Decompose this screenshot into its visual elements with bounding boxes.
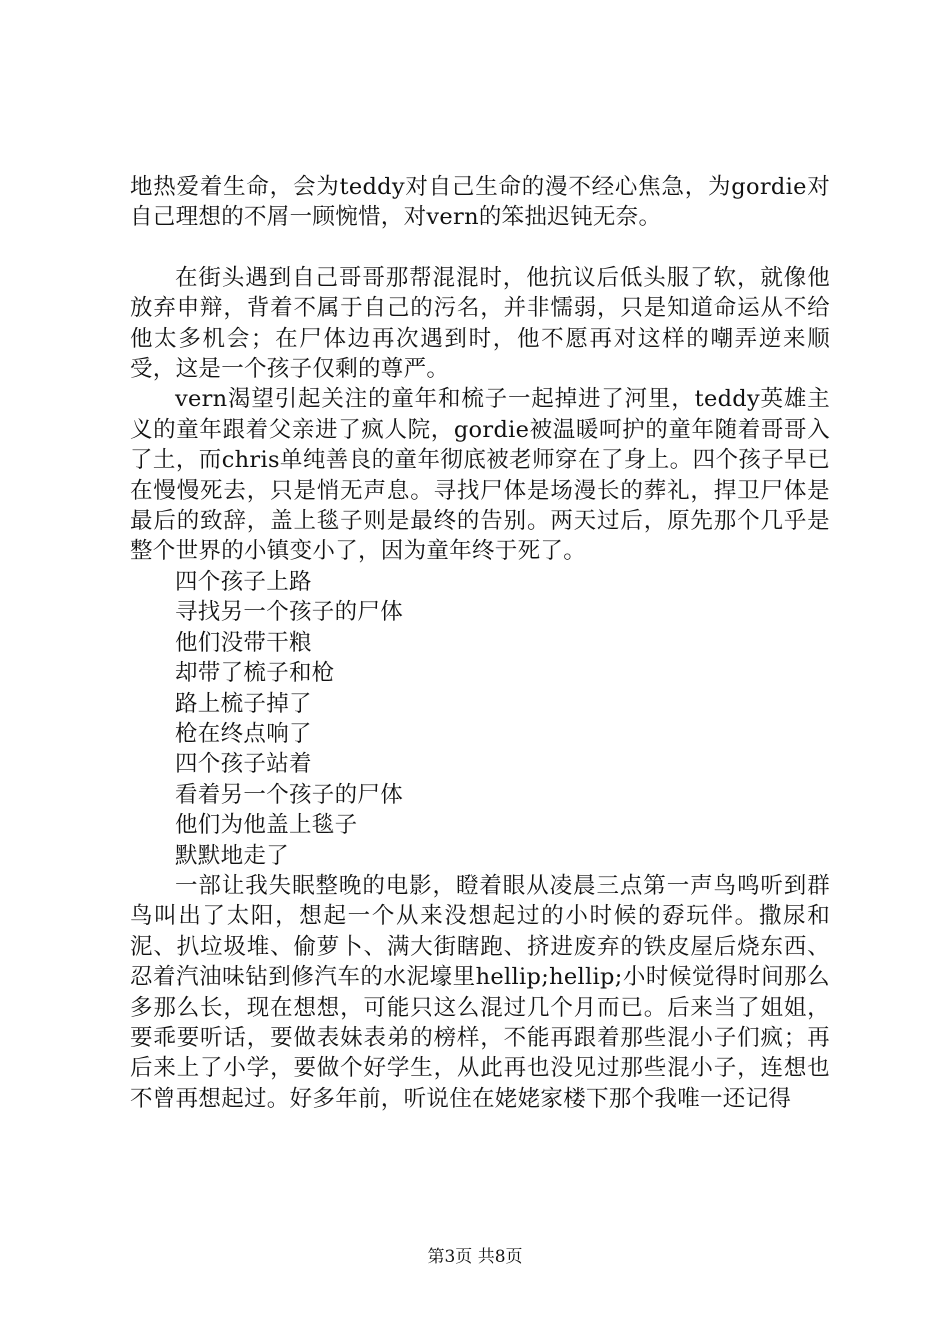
poem-line: 四个孩子上路 (175, 568, 312, 595)
poem-line: 路上梳子掉了 (175, 690, 312, 717)
poem-line: 默默地走了 (175, 842, 290, 869)
poem-line: 枪在终点响了 (175, 720, 312, 747)
poem-line: 他们为他盖上毯子 (175, 812, 358, 839)
paragraph-continued: 地热爱着生命，会为teddy对自己生命的漫不经心焦急，为gordie对自己理想的不屑一顾惋惜，对vern的笨拙迟钝无奈。 (130, 174, 830, 231)
poem-line: 却带了梳子和枪 (175, 660, 335, 687)
poem-line: 他们没带干粮 (175, 629, 312, 656)
paragraph-gap (130, 233, 830, 263)
paragraph: 在街头遇到自己哥哥那帮混混时，他抗议后低头服了软，就像他放弃申辩，背着不属于自己的污名，并非懦弱，只是知道命运从不给他太多机会；在尸体边再次遇到时，他不愿再对这样的嘲弄逆来顺受，这是一个孩子仅剩的尊严。 (130, 264, 830, 383)
poem-line: 四个孩子站着 (175, 751, 312, 778)
paragraph: 一部让我失眠整晚的电影，瞪着眼从凌晨三点第一声鸟鸣听到群鸟叫出了太阳，想起一个从来没想起过的小时候的孬玩伴。撒尿和泥、扒垃圾堆、偷萝卜、满大街瞎跑、挤进废弃的铁皮屋后烧东西、忍着汽油味钻到修汽车的水泥壕里hellip;hellip;小时候觉得时间那么多那么长，现在想想，可能只这么混过几个月而已。后来当了姐姐，要乖要听话，要做表妹表弟的榜样，不能再跟着那些混小子们疯；再后来上了小学，要做个好学生，从此再也没见过那些混小子，连想也不曾再想起过。好多年前，听说住在姥姥家楼下那个我唯一还记得 (130, 872, 830, 1112)
page-number-footer: 第3页 共8页 (427, 1247, 523, 1267)
poem (130, 567, 830, 871)
poem-line: 看着另一个孩子的尸体 (175, 781, 404, 808)
document-body (130, 172, 830, 1114)
paragraph: vern渴望引起关注的童年和梳子一起掉进了河里，teddy英雄主义的童年跟着父亲进了疯人院，gordie被温暖呵护的童年随着哥哥入了土，而chris单纯善良的童年彻底被老师穿在了身上。四个孩子早已在慢慢死去，只是悄无声息。寻找尸体是场漫长的葬礼，捍卫尸体是最后的致辞，盖上毯子则是最终的告别。两天过后，原先那个几乎是整个世界的小镇变小了，因为童年终于死了。 (130, 386, 830, 565)
poem-line: 寻找另一个孩子的尸体 (175, 599, 404, 626)
